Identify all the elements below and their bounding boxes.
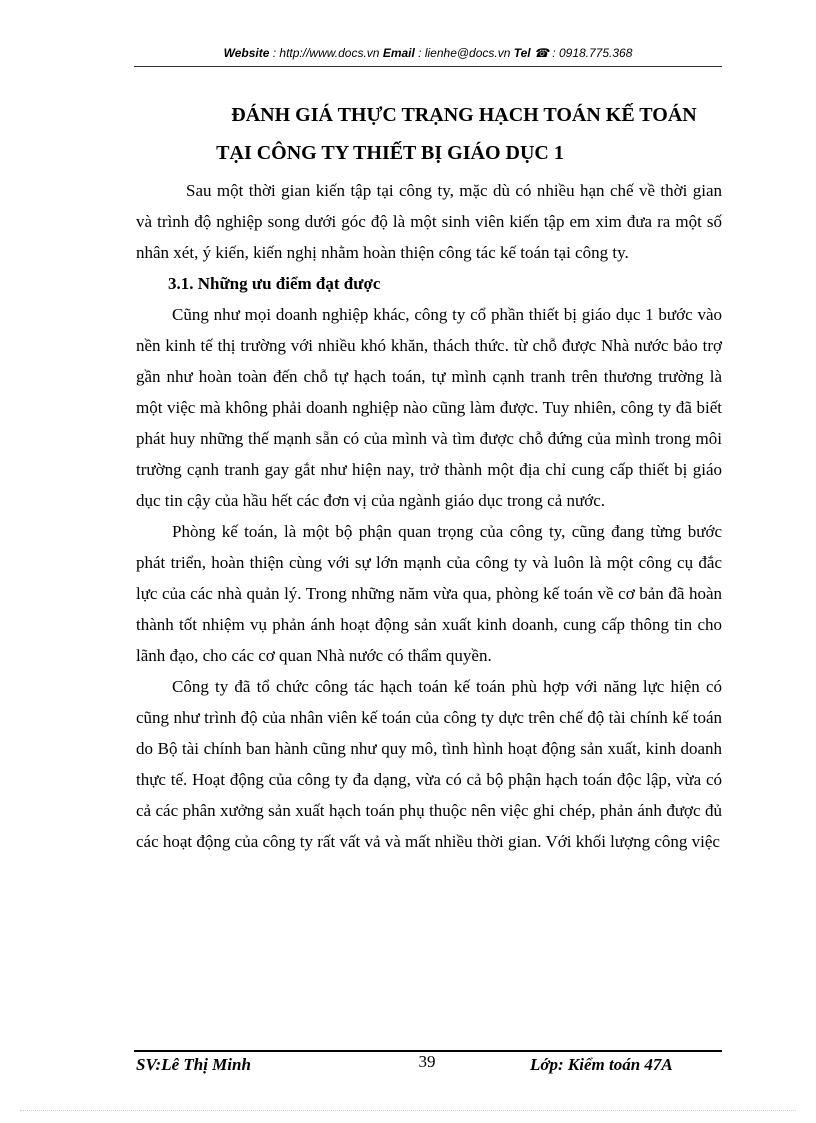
body-paragraph: Phòng kế toán, là một bộ phận quan trọng của công ty, cũng đang từng bước phát triển, hoàn thiện cùng với sự lớn mạnh của công ty và luôn là một công cụ đắc lực của các nhà quản lý. Trong những năm vừa qua, phòng kế toán về cơ bản đã hoàn thành tốt nhiệm vụ phản ánh hoạt động sản xuất kinh doanh, cung cấp thông tin cho lãnh đạo, cho các cơ quan Nhà nước có thẩm quyền. bbox=[136, 522, 722, 665]
page-header bbox=[134, 46, 722, 60]
footer-student-name: SV:Lê Thị Minh bbox=[136, 1055, 251, 1074]
phone-icon: ☎ bbox=[534, 46, 549, 60]
tel-value: : 0918.775.368 bbox=[552, 46, 633, 60]
body-paragraph: Công ty đã tổ chức công tác hạch toán kế toán phù hợp với năng lực hiện có cũng như trình độ của nhân viên kế toán của công ty dực trên chế độ tài chính kế toán do Bộ tài chính ban hành cũng như quy mô, tình hình hoạt động sản xuất, kinh doanh thực tế. Hoạt động của công ty đa dạng, vừa có cả bộ phận hạch toán độc lập, vừa có cả các phân xưởng sản xuất hạch toán phụ thuộc nên việc ghi chép, phản ánh được đủ các hoạt động của công ty rất vất vả và mất nhiều thời gian. Với khối lượng công việc bbox=[136, 677, 722, 851]
page-bottom-dotted-rule bbox=[20, 1110, 796, 1111]
document-title-line-1: ĐÁNH GIÁ THỰC TRẠNG HẠCH TOÁN KẾ TOÁN bbox=[231, 104, 697, 126]
website-label: Website bbox=[223, 46, 270, 60]
section-heading: 3.1. Những ưu điểm đạt được bbox=[168, 274, 381, 293]
email-value: : lienhe@docs.vn bbox=[418, 46, 511, 60]
website-value: : http://www.docs.vn bbox=[272, 46, 380, 60]
email-label: Email bbox=[382, 46, 415, 60]
tel-label: Tel bbox=[513, 46, 531, 60]
footer-class-name: Lớp: Kiểm toán 47A bbox=[530, 1055, 673, 1074]
page-number: 39 bbox=[418, 1052, 436, 1071]
body-text bbox=[136, 175, 722, 857]
header-rule bbox=[134, 66, 722, 67]
document-title-line-2: TẠI CÔNG TY THIẾT BỊ GIÁO DỤC 1 bbox=[216, 142, 564, 164]
body-paragraph: Cũng như mọi doanh nghiệp khác, công ty cổ phần thiết bị giáo dục 1 bước vào nền kinh tế thị trường với nhiều khó khăn, thách thức. từ chỗ được Nhà nước bảo trợ gần như hoàn toàn đến chỗ tự hạch toán, tự mình cạnh tranh trên thương trường là một việc mà không phải doanh nghiệp nào cũng làm được. Tuy nhiên, công ty đã biết phát huy những thế mạnh sẵn có của mình và tìm được chỗ đứng của mình trong môi trường cạnh tranh gay gắt như hiện nay, trở thành một địa chỉ cung cấp thiết bị giáo dục tin cậy của hầu hết các đơn vị của ngành giáo dục trong cả nước. bbox=[136, 305, 722, 510]
intro-paragraph: Sau một thời gian kiến tập tại công ty, mặc dù có nhiều hạn chế về thời gian và trình độ nghiệp song dưới góc độ là một sinh viên kiến tập em xim đưa ra một số nhân xét, ý kiến, kiến nghị nhằm hoàn thiện công tác kế toán tại công ty. bbox=[136, 181, 722, 262]
